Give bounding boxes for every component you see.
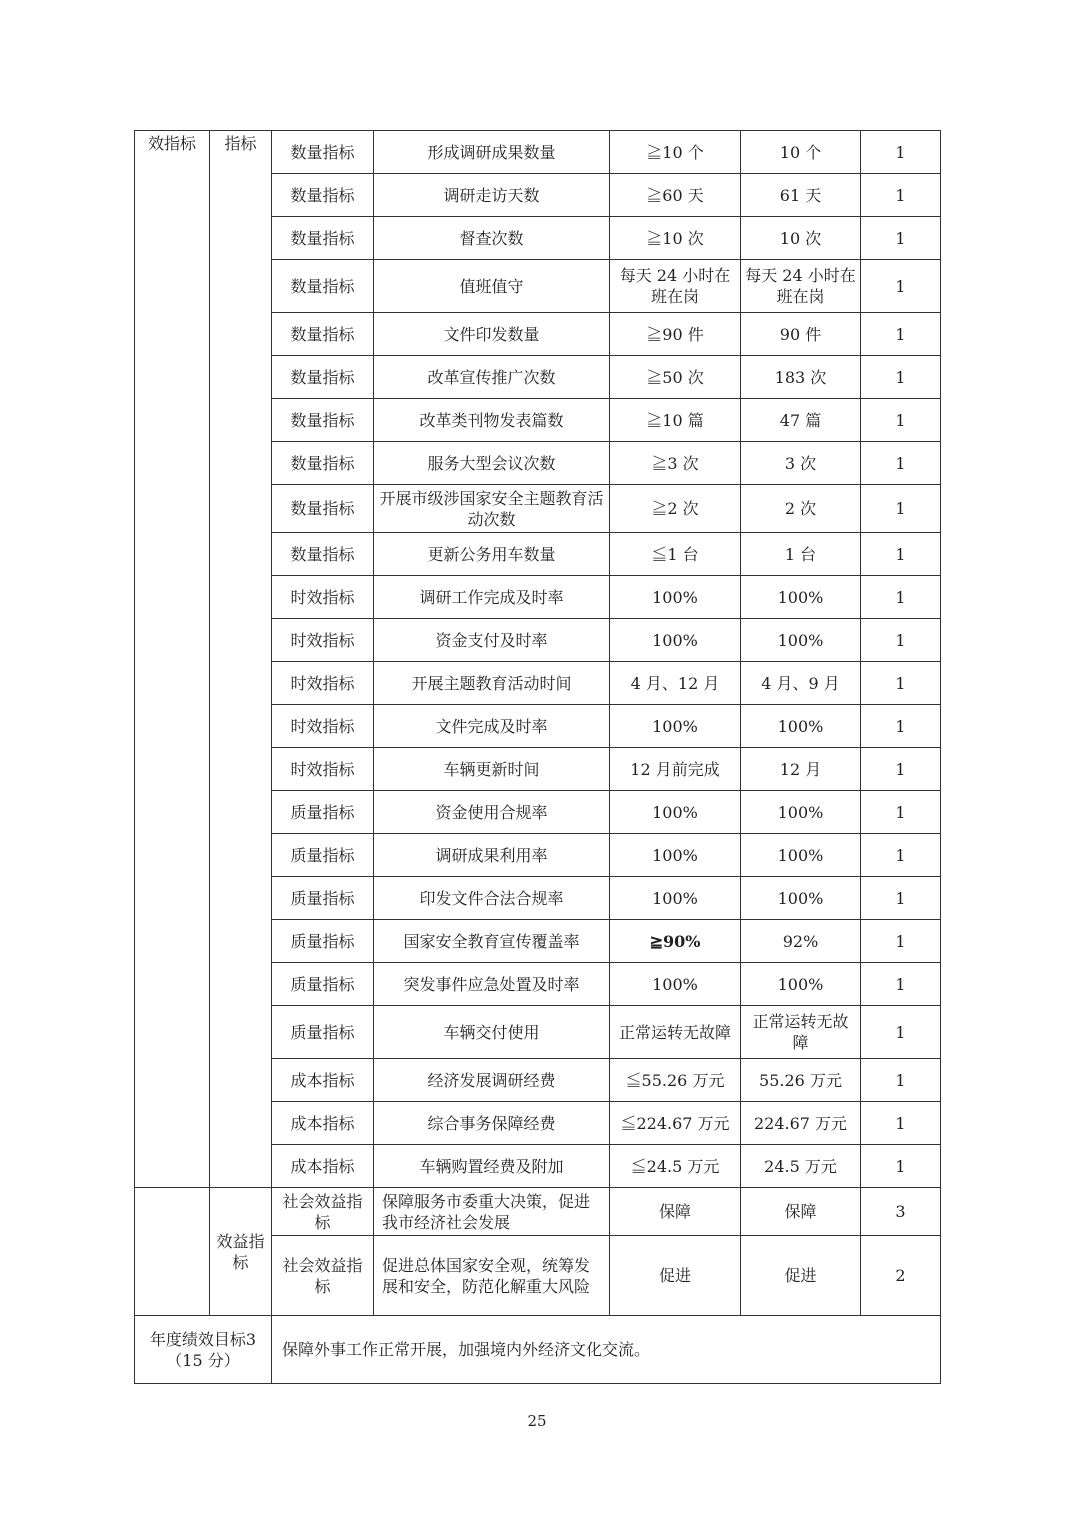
indicator-name-cell: 车辆交付使用 (374, 1006, 610, 1059)
indicator-type-cell: 时效指标 (272, 705, 374, 748)
table-row (135, 131, 941, 174)
actual-value-cell: 100% (741, 791, 861, 834)
target-value-cell: 正常运转无故障 (610, 1006, 741, 1059)
target-value-cell: ≧10 次 (610, 217, 741, 260)
performance-indicator-table (134, 130, 941, 1384)
actual-value-cell: 224.67 万元 (741, 1102, 861, 1145)
target-value-cell: 100% (610, 877, 741, 920)
indicator-name-cell: 调研成果利用率 (374, 834, 610, 877)
actual-value-cell: 183 次 (741, 356, 861, 399)
score-cell: 1 (861, 131, 941, 174)
score-cell: 1 (861, 533, 941, 576)
score-cell: 1 (861, 834, 941, 877)
score-cell: 1 (861, 1145, 941, 1188)
score-cell: 1 (861, 791, 941, 834)
score-cell: 1 (861, 313, 941, 356)
target-value-cell: 100% (610, 963, 741, 1006)
indicator-name-cell: 印发文件合法合规率 (374, 877, 610, 920)
actual-value-cell: 47 篇 (741, 399, 861, 442)
target-value-cell: ≧10 个 (610, 131, 741, 174)
indicator-type-cell: 数量指标 (272, 217, 374, 260)
indicator-name-cell: 开展主题教育活动时间 (374, 662, 610, 705)
indicator-type-cell: 时效指标 (272, 619, 374, 662)
score-cell: 1 (861, 705, 941, 748)
annual-goal-text: 保障外事工作正常开展，加强境内外经济文化交流。 (272, 1316, 941, 1384)
score-cell: 1 (861, 748, 941, 791)
indicator-type-cell: 数量指标 (272, 131, 374, 174)
table-row (135, 1316, 941, 1384)
indicator-name-cell: 督查次数 (374, 217, 610, 260)
actual-value-cell: 61 天 (741, 174, 861, 217)
indicator-name-cell: 国家安全教育宣传覆盖率 (374, 920, 610, 963)
target-value-cell: ≧3 次 (610, 442, 741, 485)
target-value-cell: 保障 (610, 1188, 741, 1236)
target-value-cell: 100% (610, 791, 741, 834)
indicator-name-cell: 经济发展调研经费 (374, 1059, 610, 1102)
actual-value-cell: 12 月 (741, 748, 861, 791)
target-value-cell: ≧90% (610, 920, 741, 963)
indicator-name-cell: 车辆购置经费及附加 (374, 1145, 610, 1188)
score-cell: 1 (861, 619, 941, 662)
target-value-cell: 4 月、12 月 (610, 662, 741, 705)
score-cell: 1 (861, 1059, 941, 1102)
indicator-type-cell: 质量指标 (272, 791, 374, 834)
actual-value-cell: 保障 (741, 1188, 861, 1236)
indicator-name-cell: 开展市级涉国家安全主题教育活动次数 (374, 485, 610, 533)
indicator-type-cell: 质量指标 (272, 1006, 374, 1059)
indicator-type-cell: 数量指标 (272, 442, 374, 485)
target-value-cell: 100% (610, 705, 741, 748)
actual-value-cell: 100% (741, 705, 861, 748)
actual-value-cell: 90 件 (741, 313, 861, 356)
indicator-type-cell: 数量指标 (272, 260, 374, 313)
indicator-type-cell: 社会效益指标 (272, 1236, 374, 1316)
actual-value-cell: 100% (741, 619, 861, 662)
indicator-type-cell: 数量指标 (272, 485, 374, 533)
indicator-type-cell: 质量指标 (272, 834, 374, 877)
actual-value-cell: 4 月、9 月 (741, 662, 861, 705)
indicator-type-cell: 数量指标 (272, 174, 374, 217)
actual-value-cell: 1 台 (741, 533, 861, 576)
annual-goal-label: 年度绩效目标3（15 分） (135, 1316, 272, 1384)
category-cell-continued (135, 1188, 210, 1316)
indicator-type-cell: 时效指标 (272, 662, 374, 705)
indicator-name-cell: 文件完成及时率 (374, 705, 610, 748)
score-cell: 1 (861, 576, 941, 619)
score-cell: 1 (861, 174, 941, 217)
actual-value-cell: 100% (741, 877, 861, 920)
score-cell: 1 (861, 877, 941, 920)
actual-value-cell: 55.26 万元 (741, 1059, 861, 1102)
indicator-name-cell: 促进总体国家安全观，统筹发展和安全，防范化解重大风险 (374, 1236, 610, 1316)
indicator-name-cell: 车辆更新时间 (374, 748, 610, 791)
indicator-name-cell: 保障服务市委重大决策，促进我市经济社会发展 (374, 1188, 610, 1236)
indicator-type-cell: 时效指标 (272, 748, 374, 791)
target-value-cell: ≦55.26 万元 (610, 1059, 741, 1102)
indicator-name-cell: 突发事件应急处置及时率 (374, 963, 610, 1006)
score-cell: 1 (861, 1102, 941, 1145)
indicator-name-cell: 调研工作完成及时率 (374, 576, 610, 619)
indicator-type-cell: 时效指标 (272, 576, 374, 619)
benefit-indicator-label: 效益指标 (210, 1188, 272, 1316)
indicator-name-cell: 更新公务用车数量 (374, 533, 610, 576)
score-cell: 1 (861, 1006, 941, 1059)
indicator-name-cell: 服务大型会议次数 (374, 442, 610, 485)
score-cell: 2 (861, 1236, 941, 1316)
indicator-name-cell: 改革宣传推广次数 (374, 356, 610, 399)
page-number: 25 (527, 1412, 547, 1430)
actual-value-cell: 促进 (741, 1236, 861, 1316)
indicator-name-cell: 改革类刊物发表篇数 (374, 399, 610, 442)
indicator-type-cell: 数量指标 (272, 533, 374, 576)
indicator-type-cell: 成本指标 (272, 1059, 374, 1102)
indicator-type-cell: 数量指标 (272, 399, 374, 442)
score-cell: 1 (861, 399, 941, 442)
score-cell: 1 (861, 260, 941, 313)
actual-value-cell: 100% (741, 576, 861, 619)
target-value-cell: ≧60 天 (610, 174, 741, 217)
actual-value-cell: 10 个 (741, 131, 861, 174)
actual-value-cell: 92% (741, 920, 861, 963)
indicator-type-cell: 成本指标 (272, 1145, 374, 1188)
actual-value-cell: 24.5 万元 (741, 1145, 861, 1188)
indicator-type-cell: 质量指标 (272, 963, 374, 1006)
score-cell: 1 (861, 920, 941, 963)
target-value-cell: ≦224.67 万元 (610, 1102, 741, 1145)
indicator-name-cell: 资金使用合规率 (374, 791, 610, 834)
score-cell: 1 (861, 217, 941, 260)
indicator-type-cell: 成本指标 (272, 1102, 374, 1145)
indicator-name-cell: 综合事务保障经费 (374, 1102, 610, 1145)
actual-value-cell: 3 次 (741, 442, 861, 485)
target-value-cell: 100% (610, 576, 741, 619)
score-cell: 1 (861, 485, 941, 533)
actual-value-cell: 2 次 (741, 485, 861, 533)
target-value-cell: ≦1 台 (610, 533, 741, 576)
target-value-cell: ≧2 次 (610, 485, 741, 533)
indicator-type-cell: 数量指标 (272, 313, 374, 356)
score-cell: 1 (861, 356, 941, 399)
indicator-name-cell: 调研走访天数 (374, 174, 610, 217)
actual-value-cell: 正常运转无故障 (741, 1006, 861, 1059)
score-cell: 1 (861, 662, 941, 705)
actual-value-cell: 10 次 (741, 217, 861, 260)
table-row (135, 1188, 941, 1236)
actual-value-cell: 每天 24 小时在班在岗 (741, 260, 861, 313)
target-value-cell: ≧90 件 (610, 313, 741, 356)
indicator-name-cell: 文件印发数量 (374, 313, 610, 356)
indicator-type-cell: 社会效益指标 (272, 1188, 374, 1236)
target-value-cell: ≧50 次 (610, 356, 741, 399)
indicator-type-cell: 质量指标 (272, 877, 374, 920)
indicator-type-cell: 数量指标 (272, 356, 374, 399)
indicator-type-cell: 质量指标 (272, 920, 374, 963)
category-cell: 效指标 (135, 131, 210, 1188)
target-value-cell: ≧10 篇 (610, 399, 741, 442)
score-cell: 3 (861, 1188, 941, 1236)
score-cell: 1 (861, 963, 941, 1006)
target-value-cell: 12 月前完成 (610, 748, 741, 791)
target-value-cell: 100% (610, 619, 741, 662)
target-value-cell: ≦24.5 万元 (610, 1145, 741, 1188)
actual-value-cell: 100% (741, 963, 861, 1006)
actual-value-cell: 100% (741, 834, 861, 877)
indicator-name-cell: 资金支付及时率 (374, 619, 610, 662)
target-value-cell: 100% (610, 834, 741, 877)
subcategory-cell: 指标 (210, 131, 272, 1188)
target-value-cell: 每天 24 小时在班在岗 (610, 260, 741, 313)
score-cell: 1 (861, 442, 941, 485)
indicator-name-cell: 值班值守 (374, 260, 610, 313)
target-value-cell: 促进 (610, 1236, 741, 1316)
indicator-name-cell: 形成调研成果数量 (374, 131, 610, 174)
